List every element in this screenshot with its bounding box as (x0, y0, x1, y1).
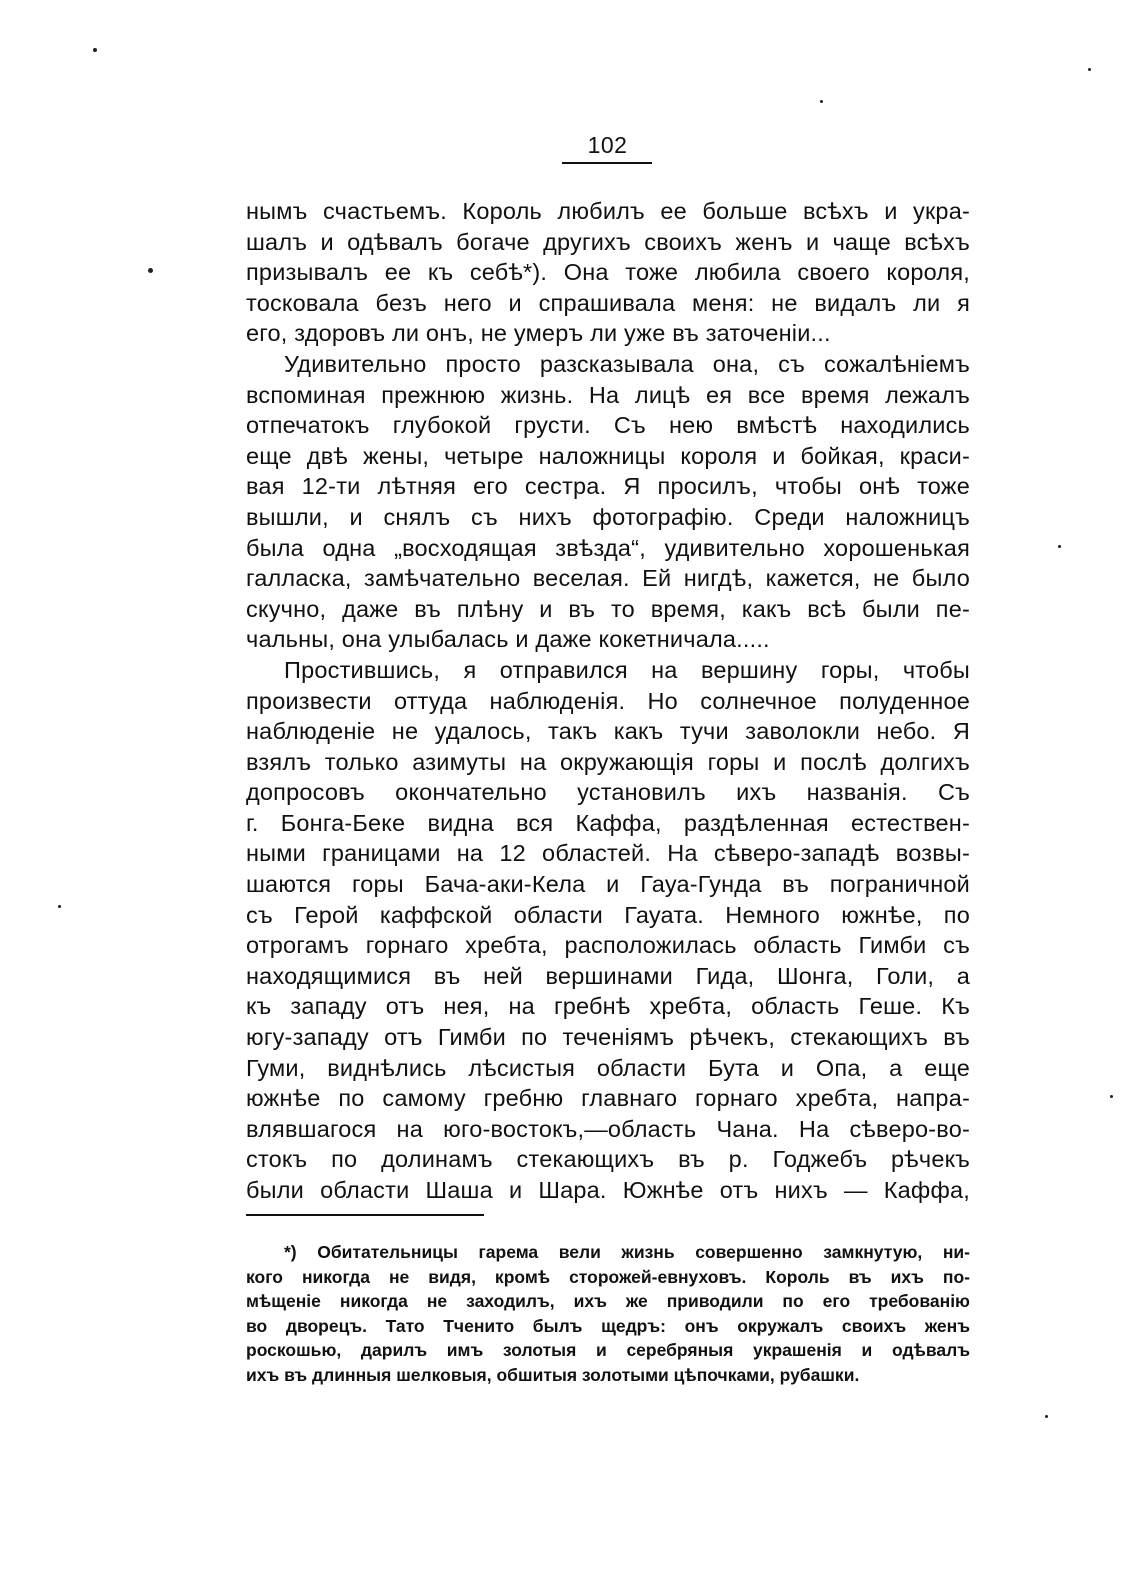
scan-speck (1088, 68, 1091, 71)
text-line: чальны, она улыбалась и даже кокетничала..... (246, 626, 770, 653)
text-line: вая 12-ти лѣтняя его сестра. Я просилъ, чтобы онѣ тоже (246, 473, 970, 500)
text-line: къ западу отъ нея, на гребнѣ хребта, область Геше. Къ (246, 993, 970, 1020)
footnote-line: ихъ въ длинныя шелковыя, обшитыя золотыми цѣпочками, рубашки. (246, 1364, 860, 1385)
text-line: были области Шаша и Шара. Южнѣе отъ нихъ — Каффа, (246, 1177, 970, 1203)
text-line: допросовъ окончательно установилъ ихъ названія. Съ (246, 779, 970, 806)
main-text (246, 196, 970, 1206)
text-line: галласка, замѣчательно веселая. Ей нигдѣ, кажется, не было (246, 565, 970, 592)
text-line: призывалъ ее къ себѣ*). Она тоже любила своего короля, (246, 259, 970, 286)
footnote (246, 1240, 970, 1388)
text-line: нымъ счастьемъ. Король любилъ ее больше всѣхъ и укра- (246, 198, 970, 224)
text-line: Удивительно просто разсказывала она, съ сожалѣніемъ (284, 350, 970, 377)
text-line: наблюденіе не удалось, такъ какъ тучи заволокли небо. Я (246, 718, 970, 745)
text-line: г. Бонга-Беке видна вся Каффа, раздѣленная естествен- (246, 809, 970, 836)
text-line: была одна „восходящая звѣзда“, удивительно хорошенькая (246, 534, 970, 561)
footnote-line: мѣщеніе никогда не заходилъ, ихъ же приводили по его требованію (246, 1291, 970, 1312)
scan-speck (1110, 1095, 1113, 1098)
footnote-line: роскошью, дарилъ имъ золотыя и серебряныя украшенія и одѣвалъ (246, 1340, 970, 1361)
text-line: шалъ и одѣвалъ богаче другихъ своихъ женъ и чаще всѣхъ (246, 228, 970, 255)
footnote-line: во дворецъ. Тато Тченито былъ щедръ: онъ окружалъ своихъ женъ (246, 1315, 970, 1336)
text-line: вышли, и снялъ съ нихъ фотографію. Среди наложницъ (246, 503, 970, 530)
text-line: скучно, даже въ плѣну и въ то время, какъ всѣ были пе- (246, 595, 970, 622)
text-line: еще двѣ жены, четыре наложницы короля и бойкая, краси- (246, 442, 970, 469)
text-line: южнѣе по самому гребню главнаго горнаго хребта, напра- (246, 1085, 970, 1112)
scan-speck (1045, 1415, 1048, 1418)
text-line: вспоминая прежнюю жизнь. На лицѣ ея все время лежалъ (246, 381, 970, 408)
text-line: стокъ по долинамъ стекающихъ въ р. Годжебъ рѣчекъ (246, 1146, 970, 1173)
scan-speck (58, 905, 61, 908)
text-line: шаются горы Бача-аки-Кела и Гауа-Гунда въ пограничной (246, 871, 970, 898)
text-line: отпечатокъ глубокой грусти. Съ нею вмѣстѣ находились (246, 412, 970, 439)
scan-speck (820, 100, 823, 103)
footnote-line: кого никогда не видя, кромѣ сторожей-евнуховъ. Король въ ихъ по- (246, 1266, 970, 1287)
text-line: отрогамъ горнаго хребта, расположилась область Гимби съ (246, 932, 970, 959)
footnote-line: *) Обитательницы гарема вели жизнь совершенно замкнутую, ни- (284, 1242, 970, 1262)
footnote-rule (246, 1214, 484, 1216)
text-line: ными границами на 12 областей. На сѣверо-западѣ возвы- (246, 840, 970, 867)
text-line: находящимися въ ней вершинами Гида, Шонга, Голи, а (246, 962, 970, 989)
scan-speck (148, 268, 153, 273)
text-line: съ Герой каффской области Гауата. Немного южнѣе, по (246, 901, 970, 928)
scan-speck (93, 48, 97, 52)
page-number-rule (562, 162, 652, 164)
text-line: тосковала безъ него и спрашивала меня: не видалъ ли я (246, 289, 970, 316)
page-number: 102 (587, 132, 628, 158)
text-line: влявшагося на юго-востокъ,—область Чана. На сѣверо-во- (246, 1115, 970, 1142)
text-line: произвести оттуда наблюденія. Но солнечное полуденное (246, 687, 970, 714)
text-line: взялъ только азимуты на окружающія горы и послѣ долгихъ (246, 748, 970, 775)
text-line: югу-западу отъ Гимби по теченіямъ рѣчекъ, стекающихъ въ (246, 1024, 970, 1051)
text-line: Гуми, виднѣлись лѣсистыя области Бута и Опа, а еще (246, 1054, 970, 1081)
text-line: Простившись, я отправился на вершину горы, чтобы (284, 656, 970, 683)
text-line: его, здоровъ ли онъ, не умеръ ли уже въ заточеніи... (246, 320, 831, 347)
scan-speck (1058, 545, 1061, 548)
